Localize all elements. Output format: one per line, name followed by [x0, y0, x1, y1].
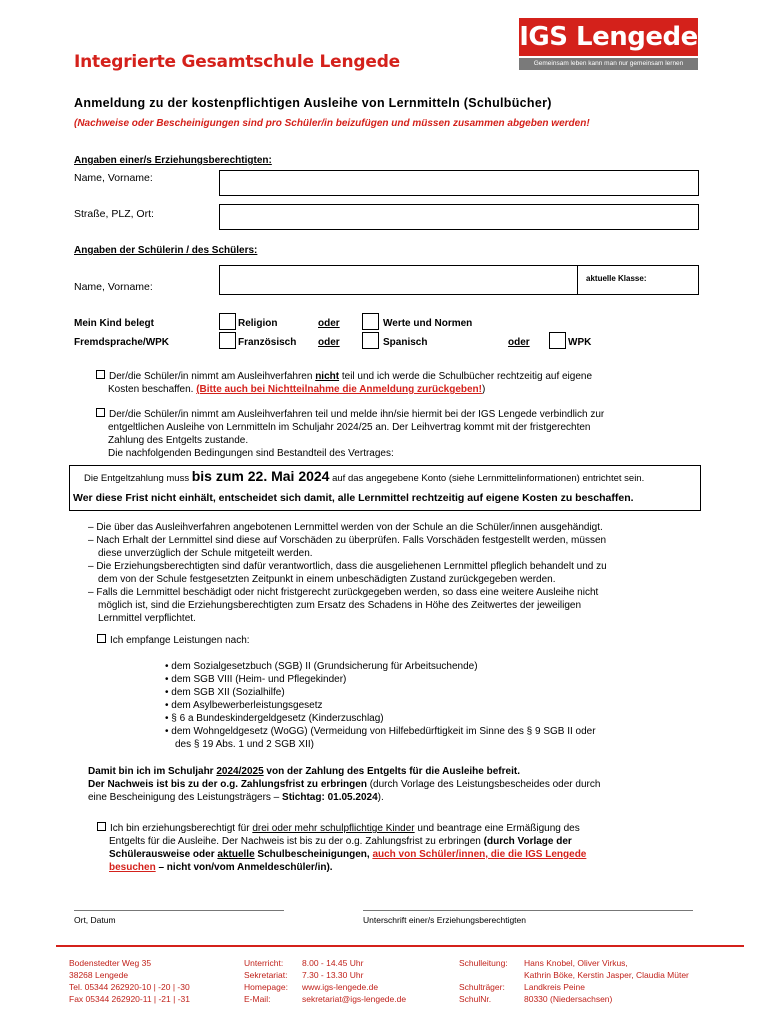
course-row-label: Mein Kind belegt — [74, 318, 154, 329]
reduction-option: Ich bin erziehungsberechtigt für drei oder mehr schulpflichtige Kinder und beantrage eine Ermäßigung des Entgelts für die Ausleihe. Der Nachweis ist bis zu der o.g. Zahlungsfrist zu erbringen (durch Vorlage der Schülerausweise oder aktuelle Schulbescheinigungen, auch von Schüler/innen, die die IGS Lengede besuchen – nicht von/vom Anmeldeschüler/in). — [97, 822, 717, 874]
benefit-item: des § 19 Abs. 1 und 2 SGB XII) — [175, 739, 314, 750]
guardian-address-label: Straße, PLZ, Ort: — [74, 208, 154, 220]
student-name-label: Name, Vorname: — [74, 281, 153, 293]
wpk-checkbox[interactable] — [549, 332, 566, 349]
franzoesisch-checkbox[interactable] — [219, 332, 236, 349]
wpk-label: WPK — [568, 337, 592, 348]
form-subtitle: (Nachweise oder Bescheinigungen sind pro Schüler/in beizufügen und müssen zusammen abgeben werden! — [74, 118, 590, 129]
oder-label: oder — [508, 337, 530, 348]
guardian-name-field[interactable] — [219, 170, 699, 196]
footer-divider — [56, 945, 744, 947]
condition-line: – Falls die Lernmittel beschädigt oder nicht fristgerecht zurückgegeben werden, so dass eine weitere Ausleihe nicht — [88, 587, 599, 598]
condition-line: – Die Erziehungsberechtigten sind dafür verantwortlich, dass die ausgeliehenen Lernmittel pfleglich behandelt und zu — [88, 561, 607, 572]
no-participation-checkbox[interactable] — [96, 370, 105, 379]
language-row-label: Fremdsprache/WPK — [74, 337, 170, 348]
werte-checkbox[interactable] — [362, 313, 379, 330]
option-participation: Der/die Schüler/in nimmt am Ausleihverfahren teil und melde ihn/sie hiermit bei der IGS Lengede verbindlich zur entgeltlichen Ausleihe von Lernmitteln im Schuljahr 2024/25 an. Der Leihvertrag kommt mit der fristgerechten Zahlung des Entgelts zustande. Die nachfolgenden Bedingungen sind Bestandteil des Vertrages: — [96, 408, 716, 460]
oder-label: oder — [318, 318, 340, 329]
place-date-label: Ort, Datum — [74, 915, 116, 925]
oder-label: oder — [318, 337, 340, 348]
email-link[interactable]: sekretariat@igs-lengede.de — [302, 994, 407, 1004]
school-logo — [519, 18, 698, 70]
spanisch-checkbox[interactable] — [362, 332, 379, 349]
benefit-item: • dem Sozialgesetzbuch (SGB) II (Grundsicherung für Arbeitsuchende) — [165, 661, 478, 672]
class-label: aktuelle Klasse: — [586, 274, 647, 283]
footer-school-labels: Schulleitung: Schulträger: SchulNr. — [459, 958, 508, 1004]
benefit-item: • dem SGB VIII (Heim- und Pflegekinder) — [165, 674, 347, 685]
footer-contact-values: 8.00 - 14.45 Uhr 7.30 - 13.30 Uhr www.igs-lengede.de sekretariat@igs-lengede.de — [302, 958, 407, 1004]
footer-school-values: Hans Knobel, Oliver Virkus, Kathrin Böke, Kerstin Jasper, Claudia Müter Landkreis Peine 80330 (Niedersachsen) — [524, 958, 689, 1004]
benefit-item: • dem Asylbewerberleistungsgesetz — [165, 700, 323, 711]
student-heading: Angaben der Schülerin / des Schülers: — [74, 245, 258, 256]
payment-deadline-text: Die Entgeltzahlung muss bis zum 22. Mai 2024 auf das angegebene Konto (siehe Lernmittelinformationen) entrichtet sein. — [84, 468, 645, 484]
condition-line: Lernmittel verpflichtet. — [98, 613, 196, 624]
condition-line: – Nach Erhalt der Lernmittel sind diese auf Vorschäden zu überprüfen. Falls Vorschäden festgestellt werden, müssen — [88, 535, 607, 546]
religion-label: Religion — [238, 318, 278, 329]
payment-warning: Wer diese Frist nicht einhält, entscheidet sich damit, alle Lernmittel rechtzeitig auf eigene Kosten zu beschaffen. — [73, 492, 634, 504]
religion-checkbox[interactable] — [219, 313, 236, 330]
condition-line: möglich ist, sind die Erziehungsberechtigten zum Ersatz des Schadens in Höhe des Zeitwertes der jeweiligen — [98, 600, 582, 611]
conditions-list — [88, 521, 708, 625]
footer-contact-labels: Unterricht: Sekretariat: Homepage: E-Mail: — [244, 958, 288, 1004]
guardian-address-field[interactable] — [219, 204, 699, 230]
class-divider — [577, 265, 578, 295]
signature-label: Unterschrift einer/s Erziehungsberechtigten — [363, 915, 526, 925]
franzoesisch-label: Französisch — [238, 337, 297, 348]
place-date-line[interactable] — [74, 910, 284, 911]
exemption-text: Damit bin ich im Schuljahr 2024/2025 von der Zahlung des Entgelts für die Ausleihe befreit. Der Nachweis ist bis zu der o.g. Zahlungsfrist zu erbringen (durch Vorlage des Leistungsbescheides oder durch eine Bescheinigung des Leistungsträgers – Stichtag: 01.05.2024). — [88, 766, 601, 803]
option-no-participation: Der/die Schüler/in nimmt am Ausleihverfahren nicht teil und ich werde die Schulbücher rechtzeitig auf eigene Kosten beschaffen. (Bitte auch bei Nichtteilnahme die Anmeldung zurückgeben!) — [96, 370, 706, 396]
benefit-item: • dem Wohngeldgesetz (WoGG) (Vermeidung von Hilfebedürftigkeit im Sinne des § 9 SGB II oder — [165, 726, 596, 737]
participation-checkbox[interactable] — [96, 408, 105, 417]
school-name: Integrierte Gesamtschule Lengede — [74, 52, 401, 72]
condition-line: – Die über das Ausleihverfahren angebotenen Lernmittel werden von der Schule an die Schüler/innen ausgehändigt. — [88, 522, 603, 533]
condition-line: diese unverzüglich der Schule mitgeteilt werden. — [98, 548, 313, 559]
condition-line: dem von der Schule festgesetzten Zeitpunkt in einem unbeschädigten Zustand zurückgegeben werden. — [98, 574, 556, 585]
form-title: Anmeldung zu der kostenpflichtigen Ausleihe von Lernmitteln (Schulbücher) — [74, 96, 552, 110]
benefits-checkbox[interactable] — [97, 634, 106, 643]
benefits-option: Ich empfange Leistungen nach: — [97, 634, 250, 647]
guardian-name-label: Name, Vorname: — [74, 172, 153, 184]
benefits-list — [165, 660, 705, 751]
footer-address: Bodenstedter Weg 35 38268 Lengede Tel. 05344 262920-10 | -20 | -30 Fax 05344 262920-11 | -21 | -31 — [69, 958, 190, 1004]
benefit-item: • § 6 a Bundeskindergeldgesetz (Kinderzuschlag) — [165, 713, 384, 724]
benefit-item: • dem SGB XII (Sozialhilfe) — [165, 687, 285, 698]
signature-line[interactable] — [363, 910, 693, 911]
guardian-heading: Angaben einer/s Erziehungsberechtigten: — [74, 155, 272, 166]
reduction-checkbox[interactable] — [97, 822, 106, 831]
homepage-link[interactable]: www.igs-lengede.de — [302, 982, 379, 992]
logo-slogan: Gemeinsam leben kann man nur gemeinsam lernen — [519, 58, 698, 70]
spanisch-label: Spanisch — [383, 337, 428, 348]
werte-label: Werte und Normen — [383, 318, 473, 329]
logo-title: IGS Lengede — [519, 18, 698, 56]
